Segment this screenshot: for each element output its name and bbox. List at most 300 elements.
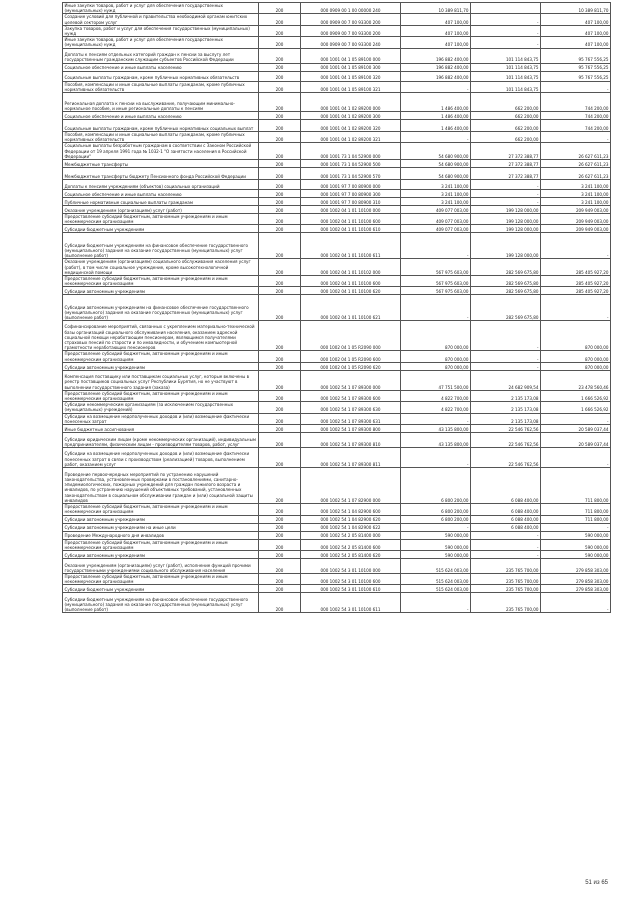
cell-budget-code: 000 0909 00 7 00 93300 200 xyxy=(301,14,401,25)
cell-approved: 10 389 811,70 xyxy=(401,3,471,14)
cell-name: Оказание учреждениям (организациям) услуг (работ) xyxy=(63,206,259,214)
cell-admin-code: 200 xyxy=(259,515,301,523)
cell-executed: 235 765 700,00 xyxy=(471,558,541,573)
table-row xyxy=(63,573,611,584)
cell-budget-code: 000 1001 04 1 02 89200 300 xyxy=(301,112,401,120)
cell-budget-code: 000 1002 04 1 01 10100 000 xyxy=(301,206,401,214)
cell-name: Иные закупки товаров, работ и услуг для обеспечения государственных (муниципальных) нужд xyxy=(63,3,259,14)
cell-executed: 22 546 762,56 xyxy=(471,425,541,433)
cell-executed: - xyxy=(471,351,541,362)
cell-name: Оказание учреждениям (организациям) социального обслуживания населения услуг (работ), в том числе социальное учреждение, кроме высокотехнологичной медицинской помощи xyxy=(63,259,259,276)
cell-unexecuted: 26 627 611,23 xyxy=(541,143,611,160)
cell-admin-code: 200 xyxy=(259,539,301,550)
cell-unexecuted: - xyxy=(541,233,611,259)
cell-approved: 1 486 400,00 xyxy=(401,120,471,132)
cell-approved: - xyxy=(401,448,471,468)
cell-executed: 27 372 388,77 xyxy=(471,168,541,180)
table-row xyxy=(63,413,611,424)
cell-name: Пособия, компенсации и иные социальные выплаты гражданам, кроме публичных нормативных обязательств xyxy=(63,81,259,92)
cell-executed: 662 200,00 xyxy=(471,112,541,120)
cell-executed: 282 569 675,80 xyxy=(471,259,541,276)
cell-approved: 407 100,00 xyxy=(401,37,471,48)
cell-executed: 199 128 000,00 xyxy=(471,206,541,214)
table-row xyxy=(63,63,611,71)
table-row xyxy=(63,295,611,321)
cell-unexecuted: 10 389 811,70 xyxy=(541,3,611,14)
cell-budget-code: 000 1001 97 7 00 80900 300 xyxy=(301,190,401,198)
cell-approved: 870 000,00 xyxy=(401,321,471,351)
cell-executed: 282 569 675,80 xyxy=(471,295,541,321)
cell-budget-code: 000 1002 54 1 04 82900 622 xyxy=(301,523,401,531)
cell-executed: 6 088 400,00 xyxy=(471,515,541,523)
table-row xyxy=(63,390,611,401)
cell-unexecuted: - xyxy=(541,81,611,92)
cell-admin-code: 200 xyxy=(259,206,301,214)
cell-approved: 6 800 200,00 xyxy=(401,468,471,504)
cell-unexecuted: 95 767 556,25 xyxy=(541,48,611,63)
cell-admin-code: 200 xyxy=(259,558,301,573)
table-row xyxy=(63,160,611,168)
cell-budget-code: 000 1002 54 1 04 82900 620 xyxy=(301,515,401,523)
cell-admin-code: 200 xyxy=(259,585,301,593)
cell-unexecuted: 3 241 100,00 xyxy=(541,198,611,206)
table-row xyxy=(63,48,611,63)
table-row xyxy=(63,515,611,523)
cell-admin-code: 200 xyxy=(259,93,301,112)
cell-approved: 870 000,00 xyxy=(401,362,471,370)
cell-admin-code: 200 xyxy=(259,112,301,120)
cell-unexecuted: 407 100,00 xyxy=(541,25,611,36)
cell-approved: 4 822 700,00 xyxy=(401,390,471,401)
cell-executed: 24 682 909,54 xyxy=(471,370,541,390)
cell-approved: 567 975 603,00 xyxy=(401,276,471,287)
cell-budget-code: 000 1002 54 2 05 81400 620 xyxy=(301,550,401,558)
cell-executed: 235 765 700,00 xyxy=(471,585,541,593)
table-row xyxy=(63,362,611,370)
cell-budget-code: 000 1001 04 1 05 89100 321 xyxy=(301,81,401,92)
cell-unexecuted: 3 241 100,00 xyxy=(541,180,611,190)
cell-name: Субсидии автономным учреждениям xyxy=(63,287,259,295)
cell-unexecuted: 95 767 556,25 xyxy=(541,63,611,71)
cell-admin-code: 200 xyxy=(259,71,301,81)
cell-unexecuted: 590 000,00 xyxy=(541,539,611,550)
table-row xyxy=(63,433,611,448)
cell-admin-code: 200 xyxy=(259,390,301,401)
cell-approved: 196 882 400,00 xyxy=(401,63,471,71)
cell-unexecuted: 744 200,00 xyxy=(541,120,611,132)
cell-admin-code: 200 xyxy=(259,48,301,63)
page-number: 51 из 65 xyxy=(585,880,608,886)
table-row xyxy=(63,225,611,233)
cell-approved: 6 800 200,00 xyxy=(401,504,471,515)
table-row xyxy=(63,25,611,36)
cell-name: Иные бюджетные ассигнования xyxy=(63,425,259,433)
cell-approved: 3 241 100,00 xyxy=(401,180,471,190)
cell-budget-code: 000 1002 54 1 07 89300 600 xyxy=(301,390,401,401)
table-row xyxy=(63,37,611,48)
cell-admin-code: 200 xyxy=(259,37,301,48)
cell-executed: 6 088 400,00 xyxy=(471,504,541,515)
cell-unexecuted: 407 100,00 xyxy=(541,14,611,25)
cell-admin-code: 200 xyxy=(259,198,301,206)
budget-execution-table xyxy=(62,2,611,613)
cell-unexecuted: - xyxy=(541,413,611,424)
cell-executed: - xyxy=(471,362,541,370)
cell-admin-code: 200 xyxy=(259,132,301,143)
cell-executed: 282 569 675,80 xyxy=(471,276,541,287)
cell-name: Субсидии автономным учреждениям xyxy=(63,550,259,558)
cell-admin-code: 200 xyxy=(259,593,301,613)
cell-name: Социальные выплаты безработным гражданам в соответствии с Законом Российской Федерации от 19 апреля 1991 года № 1032-1 "О занятости населения в Российской Федерации" xyxy=(63,143,259,160)
table-row xyxy=(63,233,611,259)
cell-budget-code: 000 1001 73 1 04 52900 570 xyxy=(301,168,401,180)
cell-admin-code: 200 xyxy=(259,225,301,233)
cell-admin-code: 200 xyxy=(259,433,301,448)
cell-budget-code: 000 1002 54 3 01 10100 610 xyxy=(301,585,401,593)
cell-unexecuted: 26 627 611,23 xyxy=(541,160,611,168)
cell-name: Предоставление субсидий бюджетным, автономным учреждениям и иным некоммерческим организациям xyxy=(63,573,259,584)
cell-approved: 407 100,00 xyxy=(401,25,471,36)
cell-executed: - xyxy=(471,190,541,198)
cell-name: Социальные выплаты гражданам, кроме публичных нормативных социальных выплат xyxy=(63,120,259,132)
cell-name: Межбюджетные трансферты xyxy=(63,160,259,168)
table-row xyxy=(63,143,611,160)
cell-budget-code: 000 1002 04 1 05 R2090 000 xyxy=(301,321,401,351)
cell-approved: 409 077 003,00 xyxy=(401,214,471,225)
cell-budget-code: 000 1001 04 1 02 89200 321 xyxy=(301,132,401,143)
cell-unexecuted: 1 666 526,92 xyxy=(541,390,611,401)
cell-executed: - xyxy=(471,321,541,351)
cell-admin-code: 200 xyxy=(259,531,301,539)
cell-budget-code: 000 1002 04 1 05 R2090 620 xyxy=(301,362,401,370)
cell-name: Создание условий для публичной и правительства необходимой органам юнитских целевой сектором услуг xyxy=(63,14,259,25)
cell-name: Предоставление субсидий бюджетным, автономным учреждениям и иным некоммерческим организациям xyxy=(63,390,259,401)
cell-approved: 409 077 003,00 xyxy=(401,206,471,214)
cell-unexecuted: 209 949 003,00 xyxy=(541,225,611,233)
cell-executed: 282 569 675,80 xyxy=(471,287,541,295)
cell-budget-code: 000 1002 54 3 01 10100 000 xyxy=(301,558,401,573)
cell-name: Субсидии бюджетным учреждениям xyxy=(63,585,259,593)
cell-budget-code: 000 1001 97 7 00 80900 310 xyxy=(301,198,401,206)
cell-name: Доплаты к пенсиям учреждениям (объектов) социальных организаций xyxy=(63,180,259,190)
cell-admin-code: 200 xyxy=(259,63,301,71)
cell-approved: - xyxy=(401,132,471,143)
cell-name: Социальное обеспечение и иные выплаты населению xyxy=(63,190,259,198)
cell-name: Иные закупки товаров, работ и услуг для обеспечения государственных (муниципальных) нужд xyxy=(63,37,259,48)
cell-budget-code: 000 1002 54 1 07 82900 000 xyxy=(301,468,401,504)
cell-budget-code: 000 1002 54 2 05 81400 000 xyxy=(301,531,401,539)
cell-unexecuted: 744 200,00 xyxy=(541,93,611,112)
cell-executed: 199 128 000,00 xyxy=(471,214,541,225)
cell-approved: 54 680 900,00 xyxy=(401,168,471,180)
cell-budget-code: 000 1002 54 1 07 89300 000 xyxy=(301,370,401,390)
cell-unexecuted: 95 767 556,25 xyxy=(541,71,611,81)
cell-unexecuted: 711 800,00 xyxy=(541,515,611,523)
table-row xyxy=(63,585,611,593)
table-row xyxy=(63,259,611,276)
cell-approved: 590 000,00 xyxy=(401,539,471,550)
cell-name: Предоставление субсидий бюджетным, автономным учреждениям и иным некоммерческим организациям xyxy=(63,504,259,515)
cell-budget-code: 000 1002 54 1 07 89300 800 xyxy=(301,425,401,433)
table-row xyxy=(63,81,611,92)
cell-executed: 235 765 700,00 xyxy=(471,573,541,584)
cell-admin-code: 200 xyxy=(259,573,301,584)
cell-admin-code: 200 xyxy=(259,168,301,180)
cell-unexecuted: 209 949 003,00 xyxy=(541,214,611,225)
cell-admin-code: 200 xyxy=(259,523,301,531)
cell-executed xyxy=(471,3,541,14)
cell-name: Субсидии на возмещение недополученных доходов и (или) возмещение фактически понесенных затрат xyxy=(63,413,259,424)
cell-approved: 407 100,00 xyxy=(401,14,471,25)
table-row xyxy=(63,214,611,225)
cell-budget-code: 000 0909 00 1 00 00000 240 xyxy=(301,3,401,14)
cell-name: Субсидии бюджетным учреждениям на финансовое обеспечение государственного (муниципального) задания на оказание государственных (муниципальных) услуг (выполнение работ) xyxy=(63,233,259,259)
cell-approved: - xyxy=(401,295,471,321)
cell-approved: - xyxy=(401,413,471,424)
cell-budget-code: 000 1002 04 1 01 10100 600 xyxy=(301,214,401,225)
cell-approved: 515 624 003,00 xyxy=(401,558,471,573)
cell-approved: 590 000,00 xyxy=(401,531,471,539)
cell-unexecuted: 407 100,00 xyxy=(541,37,611,48)
table-row xyxy=(63,402,611,413)
cell-unexecuted: 285 405 927,20 xyxy=(541,287,611,295)
cell-approved: 515 624 003,00 xyxy=(401,573,471,584)
cell-name: Предоставление субсидий бюджетным, автономным учреждениям и иным некоммерческим организациям xyxy=(63,214,259,225)
cell-unexecuted: 26 627 611,23 xyxy=(541,168,611,180)
cell-admin-code: 200 xyxy=(259,370,301,390)
cell-budget-code: 000 1002 54 1 04 82900 600 xyxy=(301,504,401,515)
table-row xyxy=(63,93,611,112)
cell-budget-code: 000 0909 00 7 00 93300 200 xyxy=(301,25,401,36)
cell-budget-code: 000 1002 04 1 01 10100 620 xyxy=(301,287,401,295)
cell-admin-code: 200 xyxy=(259,190,301,198)
cell-budget-code: 000 1001 73 1 04 52900 500 xyxy=(301,160,401,168)
cell-name: Проведение первоочередных мероприятий по устранению нарушений законодательства, установленных проверками в постановлениями, санитарно-эпидемиологических, пожарных учреждений для граждан пожилого возраста и инвалидов, по устранению нарушений объективных требований, установленных законодательством в социальном обслуживании граждан и (или) социальной защиты инвалидов xyxy=(63,468,259,504)
cell-executed: 199 128 000,00 xyxy=(471,233,541,259)
cell-admin-code: 200 xyxy=(259,321,301,351)
cell-admin-code: 200 xyxy=(259,120,301,132)
cell-approved: 54 680 900,00 xyxy=(401,160,471,168)
cell-admin-code: 200 xyxy=(259,233,301,259)
cell-approved: 409 077 003,00 xyxy=(401,225,471,233)
cell-budget-code: 000 1002 54 3 01 10100 611 xyxy=(301,593,401,613)
cell-executed: - xyxy=(471,198,541,206)
cell-name: Предоставление субсидий бюджетным, автономным учреждениям и иным некоммерческим организациям xyxy=(63,539,259,550)
cell-budget-code: 000 1001 04 1 05 89100 000 xyxy=(301,48,401,63)
cell-unexecuted: 711 800,00 xyxy=(541,468,611,504)
cell-budget-code: 000 1002 54 3 01 10100 600 xyxy=(301,573,401,584)
cell-approved: 196 882 400,00 xyxy=(401,71,471,81)
cell-admin-code: 200 xyxy=(259,25,301,36)
cell-name: Субсидии автономным учреждениям на иные цели xyxy=(63,523,259,531)
table-row xyxy=(63,558,611,573)
cell-name: Субсидии автономным учреждениям на финансовое обеспечение государственного (муниципального) задания на оказание государственных (муниципальных) услуг (выполнение работ) xyxy=(63,295,259,321)
cell-admin-code: 200 xyxy=(259,3,301,14)
cell-admin-code: 200 xyxy=(259,160,301,168)
table-row xyxy=(63,321,611,351)
cell-approved: 3 241 100,00 xyxy=(401,198,471,206)
cell-executed: 6 088 400,00 xyxy=(471,468,541,504)
cell-admin-code: 200 xyxy=(259,468,301,504)
table-body xyxy=(63,3,611,613)
cell-unexecuted: 279 858 303,00 xyxy=(541,585,611,593)
cell-executed: - xyxy=(471,531,541,539)
cell-unexecuted: - xyxy=(541,448,611,468)
cell-executed: 101 114 843,75 xyxy=(471,81,541,92)
cell-approved: - xyxy=(401,593,471,613)
cell-approved: 6 800 200,00 xyxy=(401,515,471,523)
cell-unexecuted: 590 000,00 xyxy=(541,531,611,539)
cell-budget-code: 000 1001 97 7 00 80900 000 xyxy=(301,180,401,190)
cell-executed: - xyxy=(471,539,541,550)
cell-unexecuted: - xyxy=(541,132,611,143)
cell-budget-code: 000 1002 04 1 01 10100 621 xyxy=(301,295,401,321)
cell-executed: 662 200,00 xyxy=(471,120,541,132)
cell-admin-code: 200 xyxy=(259,425,301,433)
cell-unexecuted: - xyxy=(541,523,611,531)
cell-budget-code: 000 1001 04 1 02 89200 000 xyxy=(301,93,401,112)
table-row xyxy=(63,539,611,550)
cell-approved: 1 486 400,00 xyxy=(401,93,471,112)
cell-admin-code: 200 xyxy=(259,14,301,25)
cell-admin-code: 200 xyxy=(259,214,301,225)
table-row xyxy=(63,120,611,132)
cell-executed: 6 088 400,00 xyxy=(471,523,541,531)
cell-approved: 515 624 003,00 xyxy=(401,585,471,593)
cell-admin-code: 200 xyxy=(259,276,301,287)
table-row xyxy=(63,276,611,287)
cell-budget-code: 000 0909 00 7 00 93300 240 xyxy=(301,37,401,48)
cell-name: Субсидии на возмещение недополученных доходов и (или) возмещение фактически понесенных затрат в связи с производством (реализацией) товаров, выполнением работ, оказанием услуг xyxy=(63,448,259,468)
table-row xyxy=(63,425,611,433)
cell-budget-code: 000 1001 73 1 04 52900 000 xyxy=(301,143,401,160)
cell-name: Региональная доплата к пенсии на выслуживание, получающим минимально-нормальное пособие, и иные региональные доплаты к пенсиям xyxy=(63,93,259,112)
cell-budget-code: 000 1002 54 1 07 89300 811 xyxy=(301,448,401,468)
cell-admin-code: 200 xyxy=(259,81,301,92)
cell-budget-code: 000 1002 54 1 07 89300 630 xyxy=(301,402,401,413)
cell-unexecuted: - xyxy=(541,593,611,613)
cell-name: Предоставление субсидий бюджетным, автономным учреждениям и иным некоммерческим организациям xyxy=(63,276,259,287)
cell-approved: 43 135 800,00 xyxy=(401,433,471,448)
cell-budget-code: 000 1002 54 1 07 89300 631 xyxy=(301,413,401,424)
table-row xyxy=(63,168,611,180)
cell-approved: 567 975 603,00 xyxy=(401,287,471,295)
cell-budget-code: 000 1002 04 1 01 10100 610 xyxy=(301,225,401,233)
table-row xyxy=(63,593,611,613)
cell-approved: - xyxy=(401,233,471,259)
cell-executed: 2 135 173,08 xyxy=(471,413,541,424)
cell-admin-code: 200 xyxy=(259,143,301,160)
table-row xyxy=(63,14,611,25)
cell-admin-code: 200 xyxy=(259,550,301,558)
table-row xyxy=(63,370,611,390)
cell-unexecuted: 279 858 303,00 xyxy=(541,573,611,584)
cell-unexecuted: 870 000,00 xyxy=(541,321,611,351)
cell-approved: 567 975 603,00 xyxy=(401,259,471,276)
cell-unexecuted: 285 405 927,20 xyxy=(541,259,611,276)
cell-unexecuted: 1 666 526,92 xyxy=(541,402,611,413)
cell-executed: 2 135 173,08 xyxy=(471,402,541,413)
table-row xyxy=(63,206,611,214)
cell-name: Социальное обеспечение и иные выплаты населению xyxy=(63,63,259,71)
table-row xyxy=(63,351,611,362)
cell-budget-code: 000 1001 04 1 05 89100 320 xyxy=(301,71,401,81)
cell-unexecuted: 744 200,00 xyxy=(541,112,611,120)
cell-name: Публичные нормативные социальные выплаты гражданам xyxy=(63,198,259,206)
cell-admin-code: 200 xyxy=(259,362,301,370)
cell-unexecuted: - xyxy=(541,295,611,321)
cell-admin-code: 200 xyxy=(259,413,301,424)
cell-budget-code: 000 1002 04 1 01 10100 600 xyxy=(301,276,401,287)
cell-name: Компенсация поставщику или поставщикам социальных услуг, которые включены в реестр поставщиков социальных услуг Республики Бурятия, но не участвуют в выполнении государственного задания (заказа) xyxy=(63,370,259,390)
cell-name: Межбюджетные трансферты бюджету Пенсионного фонда Российской Федерации xyxy=(63,168,259,180)
cell-admin-code: 200 xyxy=(259,180,301,190)
cell-approved: 54 680 900,00 xyxy=(401,143,471,160)
cell-name: Субсидии бюджетным учреждениям на финансовое обеспечение государственного (муниципального) задания на оказание государственных (муниципальных) услуг (выполнение работ) xyxy=(63,593,259,613)
cell-unexecuted: 870 000,00 xyxy=(541,362,611,370)
cell-unexecuted: 285 405 927,20 xyxy=(541,276,611,287)
cell-unexecuted: 20 589 037,44 xyxy=(541,433,611,448)
cell-admin-code: 200 xyxy=(259,351,301,362)
cell-budget-code: 000 1001 04 1 05 89100 300 xyxy=(301,63,401,71)
cell-executed: 101 114 843,75 xyxy=(471,71,541,81)
cell-name: Закупка товаров, работ и услуг для обеспечения государственных (муниципальных) нужд xyxy=(63,25,259,36)
cell-name: Оказание учреждениям (организациям) услуг (работ), исполнение функций прочими государственными учреждениями социального обслуживания населения xyxy=(63,558,259,573)
cell-admin-code: 200 xyxy=(259,287,301,295)
cell-name: Проведение Международного дня инвалидов xyxy=(63,531,259,539)
cell-unexecuted: 209 949 003,00 xyxy=(541,206,611,214)
cell-budget-code: 000 1002 54 2 05 81400 600 xyxy=(301,539,401,550)
cell-name: Социальное обеспечение и иные выплаты населению xyxy=(63,112,259,120)
cell-approved: 590 000,00 xyxy=(401,550,471,558)
cell-executed: 2 135 173,08 xyxy=(471,390,541,401)
cell-executed: 101 114 843,75 xyxy=(471,63,541,71)
cell-approved: 47 751 500,00 xyxy=(401,370,471,390)
cell-name: Социальные выплаты гражданам, кроме публичных нормативных обязательств xyxy=(63,71,259,81)
cell-approved: - xyxy=(401,523,471,531)
cell-executed: 27 372 388,77 xyxy=(471,160,541,168)
cell-budget-code: 000 1002 04 1 01 10100 611 xyxy=(301,233,401,259)
cell-admin-code: 200 xyxy=(259,402,301,413)
cell-unexecuted: 20 589 037,44 xyxy=(541,425,611,433)
cell-executed: 199 128 000,00 xyxy=(471,225,541,233)
cell-name: Субсидии бюджетным учреждениям xyxy=(63,225,259,233)
cell-name: Предоставление субсидий бюджетным, автономным учреждениям и иным некоммерческим организациям xyxy=(63,351,259,362)
cell-unexecuted: 870 000,00 xyxy=(541,351,611,362)
cell-executed: - xyxy=(471,37,541,48)
cell-executed: 22 546 762,56 xyxy=(471,448,541,468)
cell-budget-code: 000 1002 04 1 01 10102 000 xyxy=(301,259,401,276)
cell-unexecuted: 23 478 560,46 xyxy=(541,370,611,390)
cell-unexecuted: 279 858 303,00 xyxy=(541,558,611,573)
cell-executed: 662 200,00 xyxy=(471,132,541,143)
table-row xyxy=(63,132,611,143)
table-row xyxy=(63,504,611,515)
cell-budget-code: 000 1001 04 1 02 89200 320 xyxy=(301,120,401,132)
cell-executed: 662 200,00 xyxy=(471,93,541,112)
table-row xyxy=(63,531,611,539)
cell-admin-code: 200 xyxy=(259,259,301,276)
table-row xyxy=(63,71,611,81)
cell-name: Пособия, компенсации и иные социальные выплаты гражданам, кроме публичных нормативных обязательств xyxy=(63,132,259,143)
cell-unexecuted: 3 241 100,00 xyxy=(541,190,611,198)
cell-approved: 43 135 800,00 xyxy=(401,425,471,433)
table-row xyxy=(63,3,611,14)
cell-executed: - xyxy=(471,180,541,190)
cell-executed: - xyxy=(471,14,541,25)
table-row xyxy=(63,448,611,468)
cell-budget-code: 000 1002 04 1 05 R2090 600 xyxy=(301,351,401,362)
